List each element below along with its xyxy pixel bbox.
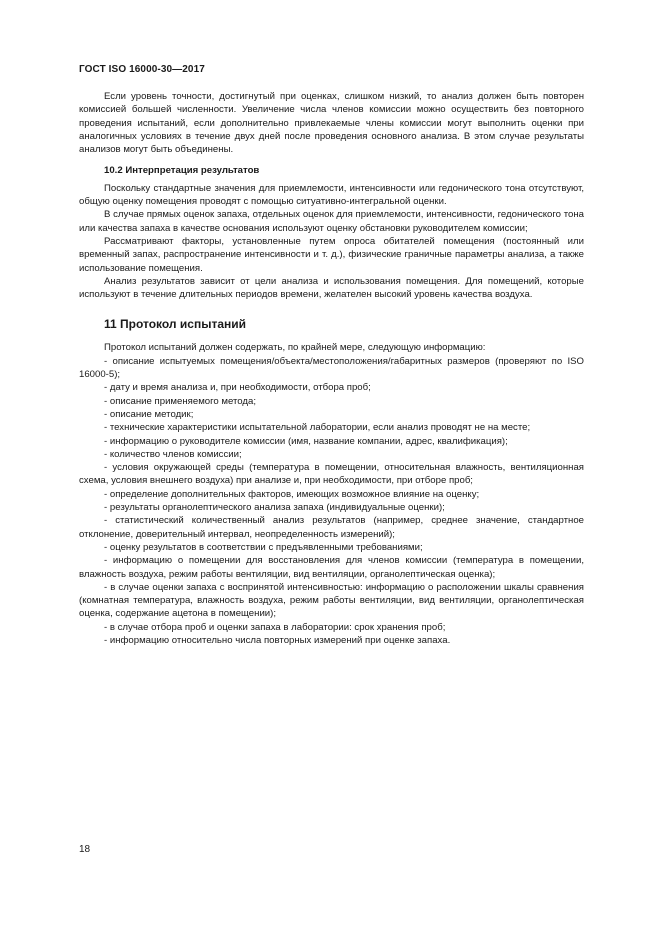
page-body <box>79 90 584 647</box>
list-item: - в случае отбора проб и оценки запаха в лаборатории: срок хранения проб; <box>104 621 446 633</box>
report-requirements-list <box>79 355 584 648</box>
list-item: - информацию относительно числа повторных измерений при оценке запаха. <box>104 634 451 646</box>
list-item: - результаты органолептического анализа запаха (индивидуальные оценки); <box>104 502 445 514</box>
subsection-paragraph: Анализ результатов зависит от цели анализа и использования помещения. Для помещений, которые используют в течение длительных периодов времени, желателен высокий уровень качества воздуха. <box>79 275 584 301</box>
intro-paragraph: Если уровень точности, достигнутый при оценках, слишком низкий, то анализ должен быть повторен комиссией большей численности. Увеличение числа членов комиссии можно осуществить без повторного проведения испытаний, если дополнительно привлекаемые члены комиссии могут выполнить оценки при аналогичных условиях в течение двух дней после проведения основного анализа. В этом случае результаты анализов могут быть объединены. <box>79 91 584 156</box>
subsection-paragraph: Поскольку стандартные значения для приемлемости, интенсивности или гедонического тона отсутствуют, общую оценку помещения проводят с помощью ситуативно-интегральной оценки. <box>79 182 584 208</box>
section-intro: Протокол испытаний должен содержать, по крайней мере, следующую информацию: <box>104 342 486 354</box>
list-item: - описание применяемого метода; <box>104 395 257 407</box>
section-heading: 11 Протокол испытаний <box>104 317 246 332</box>
list-item: - информацию о помещении для восстановления для членов комиссии (температура в помещении, влажность воздуха, режим работы вентиляции, вид вентиляции, органолептическая оценка); <box>79 555 584 580</box>
subsection-paragraph: Рассматривают факторы, установленные путем опроса обитателей помещения (постоянный или временный запах, распространение интенсивности и т. д.), физические граничные параметры анализа, а также использование помещения. <box>79 235 584 274</box>
list-item: - в случае оценки запаха с воспринятой интенсивностью: информацию о расположении шкалы сравнения (комнатная температура, влажность воздуха, режим работы вентиляции, вид вентиляции, органолептическая оценка, содержание ацетона в помещении); <box>79 581 584 620</box>
document-header: ГОСТ ISO 16000-30—2017 <box>79 64 205 75</box>
page-number: 18 <box>79 844 91 855</box>
list-item: - статистический количественный анализ результатов (например, среднее значение, стандартное отклонение, доверительный интервал, неопределенность измерений); <box>79 515 584 540</box>
list-item: - количество членов комиссии; <box>104 448 242 460</box>
subsection-paragraph: В случае прямых оценок запаха, отдельных оценок для приемлемости, интенсивности, гедонического тона или качества запаха в качестве основания используют оценку обстановки руководителем комиссии; <box>79 209 584 234</box>
list-item: - технические характеристики испытательной лаборатории, если анализ проводят не на месте; <box>104 422 531 434</box>
subsection-heading: 10.2 Интерпретация результатов <box>104 165 260 177</box>
list-item: - дату и время анализа и, при необходимости, отбора проб; <box>104 382 371 394</box>
list-item: - описание методик; <box>104 408 194 420</box>
list-item: - условия окружающей среды (температура в помещении, относительная влажность, вентиляционная схема, условия внешнего воздуха) при анализе и, при необходимости, при отборе проб; <box>79 462 584 487</box>
list-item: - оценку результатов в соответствии с предъявленными требованиями; <box>104 541 423 553</box>
list-item: - определение дополнительных факторов, имеющих возможное влияние на оценку; <box>104 488 480 500</box>
list-item: - информацию о руководителе комиссии (имя, название компании, адрес, квалификация); <box>104 435 508 447</box>
list-item: - описание испытуемых помещения/объекта/местоположения/габаритных размеров (проверяют по ISO 16000-5); <box>79 355 584 381</box>
